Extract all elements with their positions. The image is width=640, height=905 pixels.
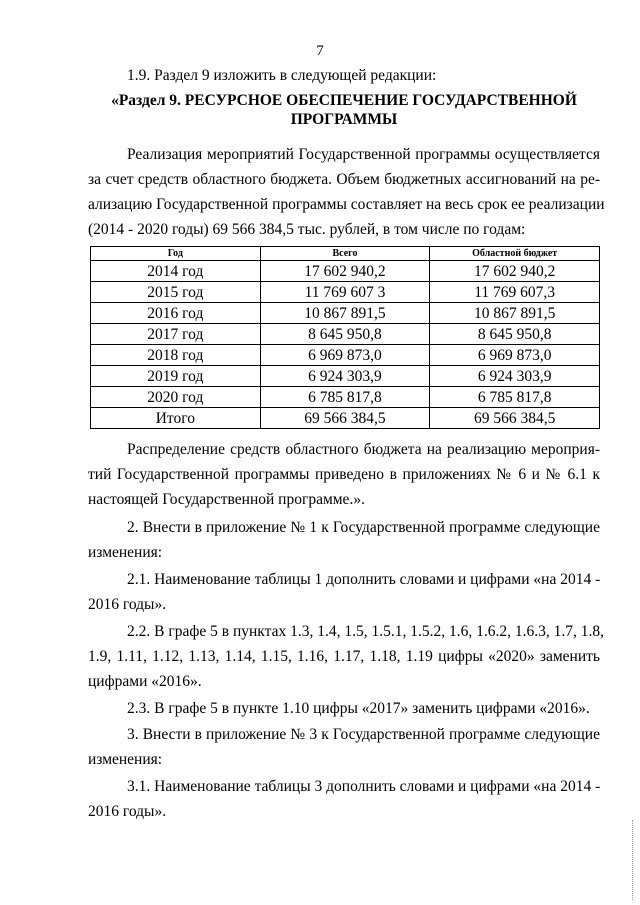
text-line: 2. Внести в приложение № 1 к Государственной программе следующие [127,519,600,536]
cell-regional: 8 645 950,8 [430,324,600,345]
table-header-row [91,247,600,261]
text-line: (2014 - 2020 годы) 69 566 384,5 тыс. рублей, в том числе по годам: [88,221,526,238]
cell-year: 2018 год [91,345,261,366]
table-total-row [91,408,600,429]
table-row [91,387,600,408]
cell-total: 10 867 891,5 [260,303,430,324]
cell-regional: 69 566 384,5 [430,408,600,429]
text-line: цифрами «2016». [88,673,202,690]
cell-regional: 6 924 303,9 [430,366,600,387]
cell-total: 11 769 607 3 [260,282,430,303]
text-line: 2.1. Наименование таблицы 1 дополнить словами и цифрами «на 2014 - [127,571,601,588]
text-line: настоящей Государственной программе.». [88,491,365,508]
cell-year: 2014 год [91,261,261,282]
cell-year: 2016 год [91,303,261,324]
cell-total: 17 602 940,2 [260,261,430,282]
text-line: 2.2. В графе 5 в пунктах 1.3, 1.4, 1.5, 1.5.1, 1.5.2, 1.6, 1.6.2, 1.6.3, 1.7, 1.8, [127,623,604,640]
text-line: 3.1. Наименование таблицы 3 дополнить словами и цифрами «на 2014 - [127,778,601,795]
cell-total: 6 785 817,8 [260,387,430,408]
table-row [91,324,600,345]
text-line: Распределение средств областного бюджета на реализацию мероприя- [127,441,600,458]
text-line: изменения: [88,544,163,561]
header-total: Всего [260,247,430,261]
cell-regional: 11 769 607,3 [430,282,600,303]
budget-table [90,246,600,429]
table-row [91,261,600,282]
page-number: 7 [316,43,324,59]
cell-year: Итого [91,408,261,429]
cell-year: 2020 год [91,387,261,408]
header-year: Год [91,247,261,261]
table-row [91,345,600,366]
table-row [91,282,600,303]
text-line: 2016 годы». [88,803,167,820]
text-line: 1.9, 1.11, 1.12, 1.13, 1.14, 1.15, 1.16, 1.17, 1.18, 1.19 цифры «2020» заменить [88,648,600,665]
text-line: Реализация мероприятий Государственной программы осуществляется [127,146,600,163]
text-line: 2016 годы». [88,596,167,613]
text-line: за счет средств областного бюджета. Объем бюджетных ассигнований на ре- [88,171,600,188]
cell-year: 2017 год [91,324,261,345]
scan-edge-mark [632,820,635,900]
header-regional-budget: Областной бюджет [430,247,600,261]
cell-total: 6 969 873,0 [260,345,430,366]
table-row [91,303,600,324]
cell-total: 69 566 384,5 [260,408,430,429]
table-row [91,366,600,387]
item-2-3: 2.3. В графе 5 в пункте 1.10 цифры «2017» заменить цифрами «2016». [127,700,590,717]
text-line: тий Государственной программы приведено в приложениях № 6 и № 6.1 к [88,466,600,483]
cell-year: 2015 год [91,282,261,303]
cell-total: 6 924 303,9 [260,366,430,387]
cell-total: 8 645 950,8 [260,324,430,345]
cell-regional: 17 602 940,2 [430,261,600,282]
intro-line: 1.9. Раздел 9 изложить в следующей редакции: [127,67,437,84]
text-line: ализацию Государственной программы составляет на весь срок ее реализации [88,196,605,213]
cell-year: 2019 год [91,366,261,387]
text-line: изменения: [88,751,163,768]
cell-regional: 10 867 891,5 [430,303,600,324]
section-heading: «Раздел 9. РЕСУРСНОЕ ОБЕСПЕЧЕНИЕ ГОСУДАРСТВЕННОЙ ПРОГРАММЫ [111,92,577,128]
text-line: 3. Внести в приложение № 3 к Государственной программе следующие [127,726,600,743]
cell-regional: 6 969 873,0 [430,345,600,366]
cell-regional: 6 785 817,8 [430,387,600,408]
